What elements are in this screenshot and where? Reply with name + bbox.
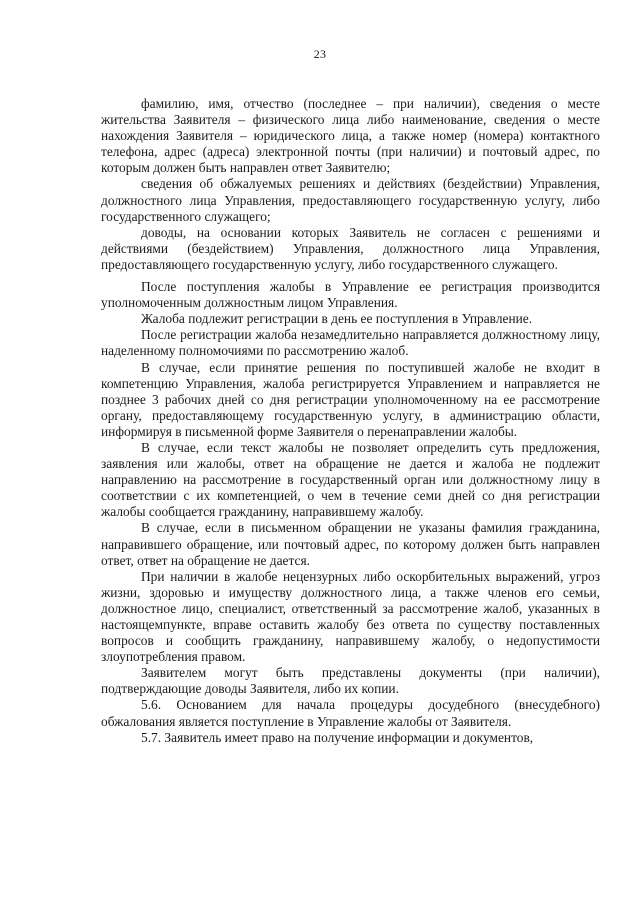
paragraph-supporting-documents: Заявителем могут быть представлены документы (при наличии), подтверждающие доводы Заявителя, либо их копии. [101,665,600,697]
paragraph-section-5-6: 5.6. Основанием для начала процедуры досудебного (внесудебного) обжалования является поступление в Управление жалобы от Заявителя. [101,697,600,729]
paragraph-registration-day: Жалоба подлежит регистрации в день ее поступления в Управление. [141,311,533,327]
paragraph-section-5-7: 5.7. Заявитель имеет право на получение информации и документов, [141,729,534,745]
paragraph-appealed-decisions: сведения об обжалуемых решениях и действиях (бездействии) Управления, должностного лица Управления, предоставляющего государственную услугу, либо государственного служащего; [101,176,600,224]
paragraph-unclear-text: В случае, если текст жалобы не позволяет определить суть предложения, заявления или жалобы, ответ на обращение не дается и жалоба не подлежит направлению на рассмотрение в государственный орган или должностному лицу в соответствии с их компетенцией, о чем в течение семи дней со дня регистрации жалобы сообщается гражданину, направившему жалобу. [101,439,600,520]
paragraph-arguments: доводы, на основании которых Заявитель не согласен с решениями и действиями (бездействием) Управления, должностного лица Управления, предоставляющего государственную услугу, либо государственного служащего. [101,224,600,272]
page-number: 23 [313,47,327,61]
paragraph-no-name-address: В случае, если в письменном обращении не указаны фамилия гражданина, направившего обращение, или почтовый адрес, по которому должен быть направлен ответ, ответ на обращение не дается. [101,520,600,568]
paragraph-registration: После поступления жалобы в Управление ее регистрация производится уполномоченным должностным лицом Управления. [101,279,600,311]
paragraph-applicant-details: фамилию, имя, отчество (последнее – при наличии), сведения о месте жительства Заявителя – физического лица либо наименование, сведения о месте нахождения Заявителя – юридического лица, а также номер (номера) контактного телефона, адрес (адреса) электронной почты (при наличии) и почтовый адрес, по которым должен быть направлен ответ Заявителю; [101,96,600,176]
paragraph-competence: В случае, если принятие решения по поступившей жалобе не входит в компетенцию Управления, жалоба регистрируется Управлением и направляется не позднее 3 рабочих дней со дня регистрации уполномоченному на ее рассмотрение органу, предоставляющему государственную услугу, в администрацию области, информируя в письменной форме Заявителя о перенаправлении жалобы. [101,359,600,439]
paragraph-forwarding: После регистрации жалоба незамедлительно направляется должностному лицу, наделенному полномочиями по рассмотрению жалоб. [101,327,600,359]
document-body [101,96,600,746]
paragraph-offensive-language: При наличии в жалобе нецензурных либо оскорбительных выражений, угроз жизни, здоровью и имуществу должностного лица, а также членов его семьи, должностное лицо, специалист, ответственный за рассмотрение жалоб, указанных в настоящемпункте, вправе оставить жалобу без ответа по существу поставленных вопросов и сообщить гражданину, направившему жалобу, о недопустимости злоупотребления правом. [101,568,600,665]
